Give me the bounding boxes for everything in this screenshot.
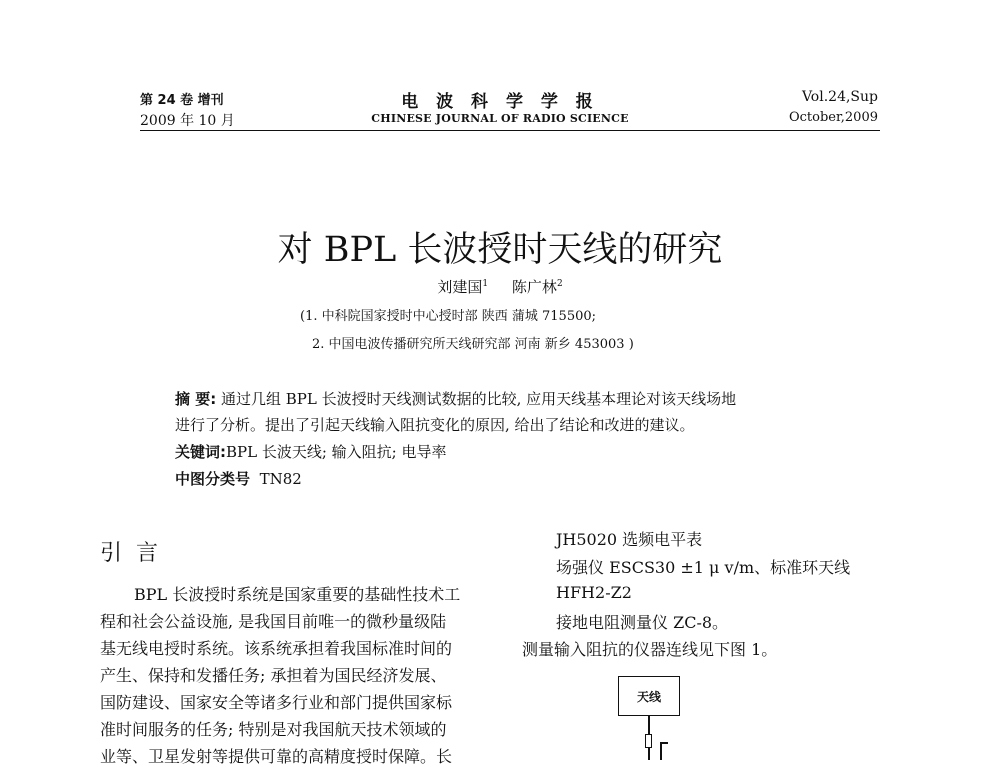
affiliation-1: (1. 中科院国家授时中心授时部 陕西 蒲城 715500; <box>300 309 597 324</box>
journal-title-cn: 电 波 科 学 学 报 <box>401 92 599 112</box>
abstract-line-2: 进行了分析。提出了引起天线输入阻抗变化的原因, 给出了结论和改进的建议。 <box>175 416 695 434</box>
antenna-feed-wire <box>648 716 650 734</box>
author-2: 陈广林 <box>511 278 557 296</box>
journal-volume-en: Vol.24,Sup <box>801 89 878 105</box>
probe-wire-hook <box>660 742 668 744</box>
instrument-line-4: 接地电阻测量仪 ZC-8。 <box>556 613 729 632</box>
keywords-text: BPL 长波天线; 输入阻抗; 电导率 <box>226 443 447 461</box>
header-divider <box>140 130 880 131</box>
antenna-box <box>618 676 680 716</box>
intro-line-4: 产生、保持和发播任务; 承担着为国民经济发展、 <box>100 666 447 685</box>
instrument-line-3: HFH2-Z2 <box>556 583 632 602</box>
keywords-label: 关键词: <box>175 443 226 461</box>
antenna-label: 天线 <box>636 689 661 704</box>
keywords-line <box>175 441 447 462</box>
intro-line-5: 国防建设、国家安全等诸多行业和部门提供国家标 <box>100 693 453 712</box>
instrument-line-2: 场强仪 ESCS30 ±1 μ v/m、标准环天线 <box>556 558 851 577</box>
author-line <box>0 276 1000 297</box>
author-2-affil-mark: 2 <box>556 279 563 289</box>
intro-line-2: 程和社会公益设施, 是我国目前唯一的微秒量级陆 <box>100 612 447 631</box>
classification-line <box>175 468 302 489</box>
intro-line-3: 基无线电授时系统。该系统承担着我国标准时间的 <box>100 639 453 658</box>
intro-line-7: 业等、卫星发射等提供可靠的高精度授时保障。长 <box>100 747 453 766</box>
affiliation-2: 2. 中国电波传播研究所天线研究部 河南 新乡 453003 ) <box>312 337 634 352</box>
probe-wire <box>660 742 662 760</box>
feed-wire-lower <box>648 748 650 760</box>
journal-title-en: CHINESE JOURNAL OF RADIO SCIENCE <box>371 112 629 125</box>
feed-connector-symbol <box>645 734 652 748</box>
abstract-label: 摘 要: <box>175 390 217 408</box>
abstract-line-1 <box>175 388 736 409</box>
intro-line-6: 准时间服务的任务; 特别是对我国航天技术领域的 <box>100 720 447 739</box>
abstract-text-1: 通过几组 BPL 长波授时天线测试数据的比较, 应用天线基本理论对该天线场地 <box>221 390 737 408</box>
paper-title: 对 BPL 长波授时天线的研究 <box>277 230 723 270</box>
intro-line-1: BPL 长波授时系统是国家重要的基础性技术工 <box>134 585 461 604</box>
journal-date-cn: 2009 年 10 月 <box>140 113 235 129</box>
intro-heading: 引言 <box>100 541 173 566</box>
author-1-affil-mark: 1 <box>482 279 489 289</box>
instrument-line-1: JH5020 选频电平表 <box>556 530 703 549</box>
classification-label: 中图分类号 <box>175 470 251 488</box>
figure-intro-line: 测量输入阻抗的仪器连线见下图 1。 <box>522 640 778 659</box>
journal-volume-cn: 第 24 卷 增刊 <box>140 93 224 108</box>
classification-value: TN82 <box>259 470 302 488</box>
author-1: 刘建国 <box>437 278 483 296</box>
journal-date-en: October,2009 <box>788 110 878 125</box>
